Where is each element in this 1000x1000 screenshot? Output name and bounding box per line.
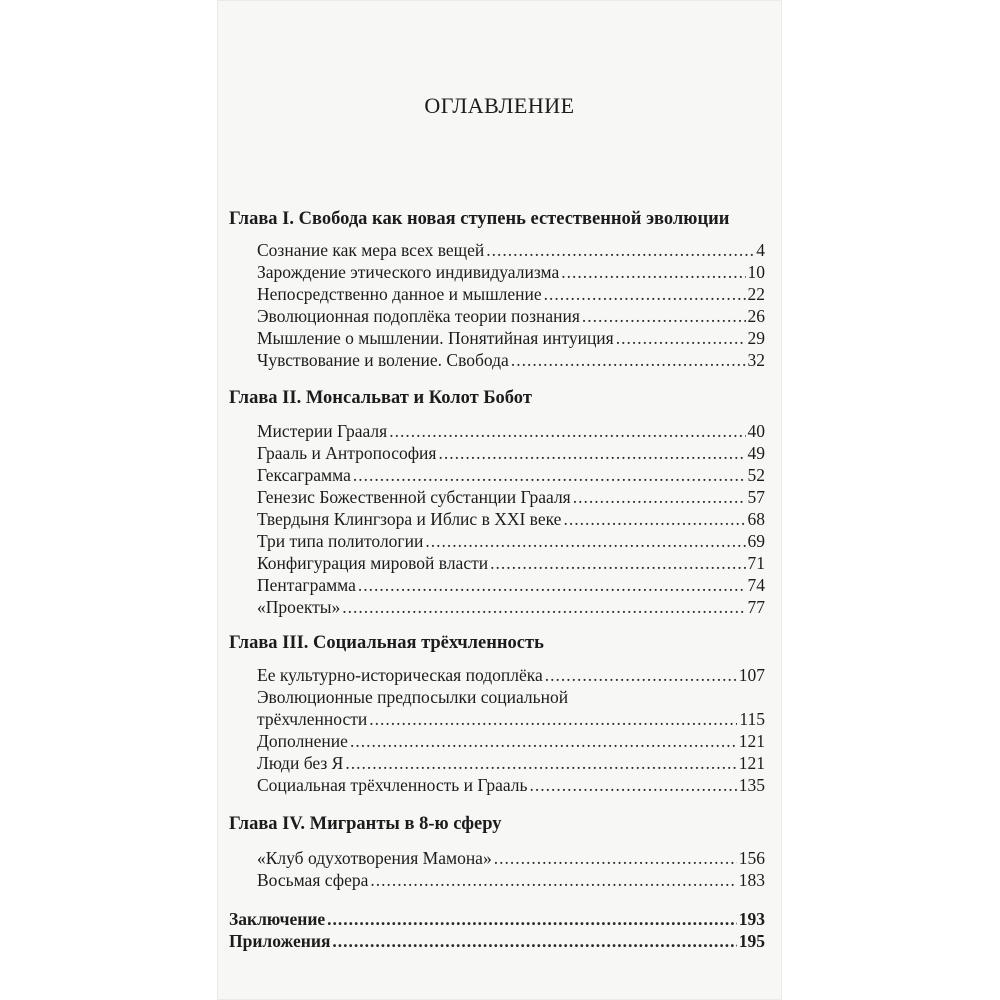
dot-leader <box>616 327 746 349</box>
toc-entry-label: Три типа политологии <box>257 531 424 551</box>
toc-entry-label: Ее культурно-историческая подоплёка <box>257 665 543 685</box>
dot-leader <box>389 420 745 442</box>
toc-entry-label: Люди без Я <box>257 753 344 773</box>
toc-entry-label: Непосредственно данное и мышление <box>257 284 542 304</box>
toc-entry-label: Конфигурация мировой власти <box>257 553 489 573</box>
toc-entry <box>257 708 765 730</box>
toc-entry-page: 68 <box>747 509 765 529</box>
chapter-heading: Глава I. Свобода как новая ступень естественной эволюции <box>229 209 730 229</box>
dot-leader <box>544 283 746 305</box>
toc-entry <box>257 752 765 774</box>
dot-leader <box>494 847 737 869</box>
dot-leader <box>425 530 745 552</box>
dot-leader <box>582 305 746 327</box>
toc-entry-label: Мышление о мышлении. Понятийная интуиция <box>257 328 614 348</box>
toc-entry-page: 57 <box>747 487 765 507</box>
chapter-heading: Глава IV. Мигранты в 8-ю сферу <box>229 814 502 834</box>
toc-entry-page: 10 <box>747 262 765 282</box>
toc-entry-page: 71 <box>747 553 765 573</box>
toc-entry <box>257 239 765 261</box>
toc-entry-label: Дополнение <box>257 731 348 751</box>
chapter-heading: Глава II. Монсальват и Колот Бобот <box>229 388 532 408</box>
toc-entry-page: 32 <box>747 350 765 370</box>
toc-entry <box>257 574 765 596</box>
toc-entry-label: «Клуб одухотворения Мамона» <box>257 848 492 868</box>
toc-entry-label: Мистерии Грааля <box>257 421 388 441</box>
toc-entry-page: 183 <box>738 870 765 890</box>
toc-entry-appendices <box>229 930 765 952</box>
dot-leader <box>332 930 736 952</box>
toc-entry-page: 121 <box>738 731 765 751</box>
toc-entry <box>257 508 765 530</box>
toc-entry-label-line1: Эволюционные предпосылки социальной <box>257 687 569 707</box>
toc-entry-page: 135 <box>738 775 765 795</box>
dot-leader <box>486 239 754 261</box>
toc-entry <box>257 261 765 283</box>
toc-entry <box>257 442 765 464</box>
toc-entry-label: Гексаграмма <box>257 465 351 485</box>
toc-entry-page: 69 <box>747 531 765 551</box>
toc-entry <box>257 664 765 686</box>
toc-entry-label: Эволюционная подоплёка теории познания <box>257 306 580 326</box>
toc-entry-label: Чувствование и воление. Свобода <box>257 350 509 370</box>
toc-entry-label: «Проекты» <box>257 597 341 617</box>
toc-entry-conclusion <box>229 908 765 930</box>
toc-entry-label: Социальная трёхчленность и Грааль <box>257 775 528 795</box>
toc-entry <box>257 464 765 486</box>
dot-leader <box>490 552 745 574</box>
toc-entry-page: 121 <box>738 753 765 773</box>
dot-leader <box>511 349 746 371</box>
dot-leader <box>342 596 745 618</box>
dot-leader <box>350 730 737 752</box>
dot-leader <box>530 774 737 796</box>
toc-entry-page: 115 <box>739 709 765 729</box>
dot-leader <box>438 442 745 464</box>
dot-leader <box>370 869 736 891</box>
toc-entry-page: 77 <box>747 597 765 617</box>
toc-entry-label: Зарождение этического индивидуализма <box>257 262 560 282</box>
toc-entry <box>257 283 765 305</box>
dot-leader <box>358 574 746 596</box>
toc-entry-label: Пентаграмма <box>257 575 356 595</box>
dot-leader <box>369 708 737 730</box>
toc-entry-page: 74 <box>747 575 765 595</box>
toc-entry <box>257 774 765 796</box>
toc-entry-page: 107 <box>738 665 765 685</box>
toc-entry-label: Твердыня Клингзора и Иблис в XXI веке <box>257 509 562 529</box>
toc-entry-page: 40 <box>747 421 765 441</box>
toc-entry <box>257 305 765 327</box>
toc-entry <box>257 847 765 869</box>
toc-entry-label: Приложения <box>229 931 331 951</box>
toc-entry-label: Восьмая сфера <box>257 870 369 890</box>
toc-entry-page: 156 <box>738 848 765 868</box>
toc-entry-label: Заключение <box>229 909 326 929</box>
toc-entry <box>257 869 765 891</box>
dot-leader <box>561 261 745 283</box>
toc-entry <box>257 530 765 552</box>
dot-leader <box>345 752 736 774</box>
dot-leader <box>353 464 746 486</box>
dot-leader <box>327 908 737 930</box>
toc-entry-page: 22 <box>747 284 765 304</box>
toc-entry-page: 49 <box>747 443 765 463</box>
dot-leader <box>563 508 745 530</box>
page-title: ОГЛАВЛЕНИЕ <box>424 93 575 118</box>
toc-entry <box>257 596 765 618</box>
toc-entry-label: Генезис Божественной субстанции Грааля <box>257 487 571 507</box>
chapter-heading: Глава III. Социальная трёхчленность <box>229 633 544 653</box>
dot-leader <box>545 664 737 686</box>
toc-entry <box>257 486 765 508</box>
book-page <box>217 0 782 1000</box>
toc-entry-page: 29 <box>747 328 765 348</box>
toc-entry-label: Сознание как мера всех вещей <box>257 240 485 260</box>
dot-leader <box>573 486 746 508</box>
toc-entry <box>257 730 765 752</box>
toc-entry-page: 52 <box>747 465 765 485</box>
toc-entry <box>257 420 765 442</box>
toc-entry <box>257 552 765 574</box>
toc-entry-label: трёхчленности <box>257 709 368 729</box>
toc-entry <box>257 327 765 349</box>
toc-entry-page: 4 <box>756 240 765 260</box>
toc-entry-page: 26 <box>747 306 765 326</box>
toc-entry <box>257 349 765 371</box>
toc-entry-page: 195 <box>738 931 765 951</box>
toc-entry-page: 193 <box>738 909 765 929</box>
toc-entry-label: Грааль и Антропософия <box>257 443 437 463</box>
